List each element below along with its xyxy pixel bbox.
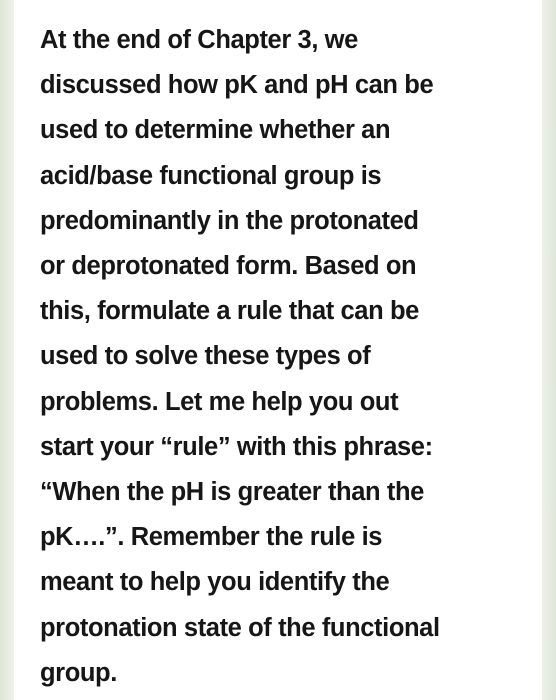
left-margin-strip (0, 0, 14, 700)
right-margin-strip (542, 0, 556, 700)
question-text: At the end of Chapter 3, we discussed how pK and pH can be used to determine whether an acid/base functional group is predominantly in the protonated or deprotonated form. Based on this, formulate a rule that can be used to solve these types of problems. Let me help you out start your “rule” with this phrase: “When the pH is greater than the pK….”. Remember the rule is meant to help you identify the protonation state of the functional group. (40, 26, 440, 687)
question-card (14, 0, 542, 700)
